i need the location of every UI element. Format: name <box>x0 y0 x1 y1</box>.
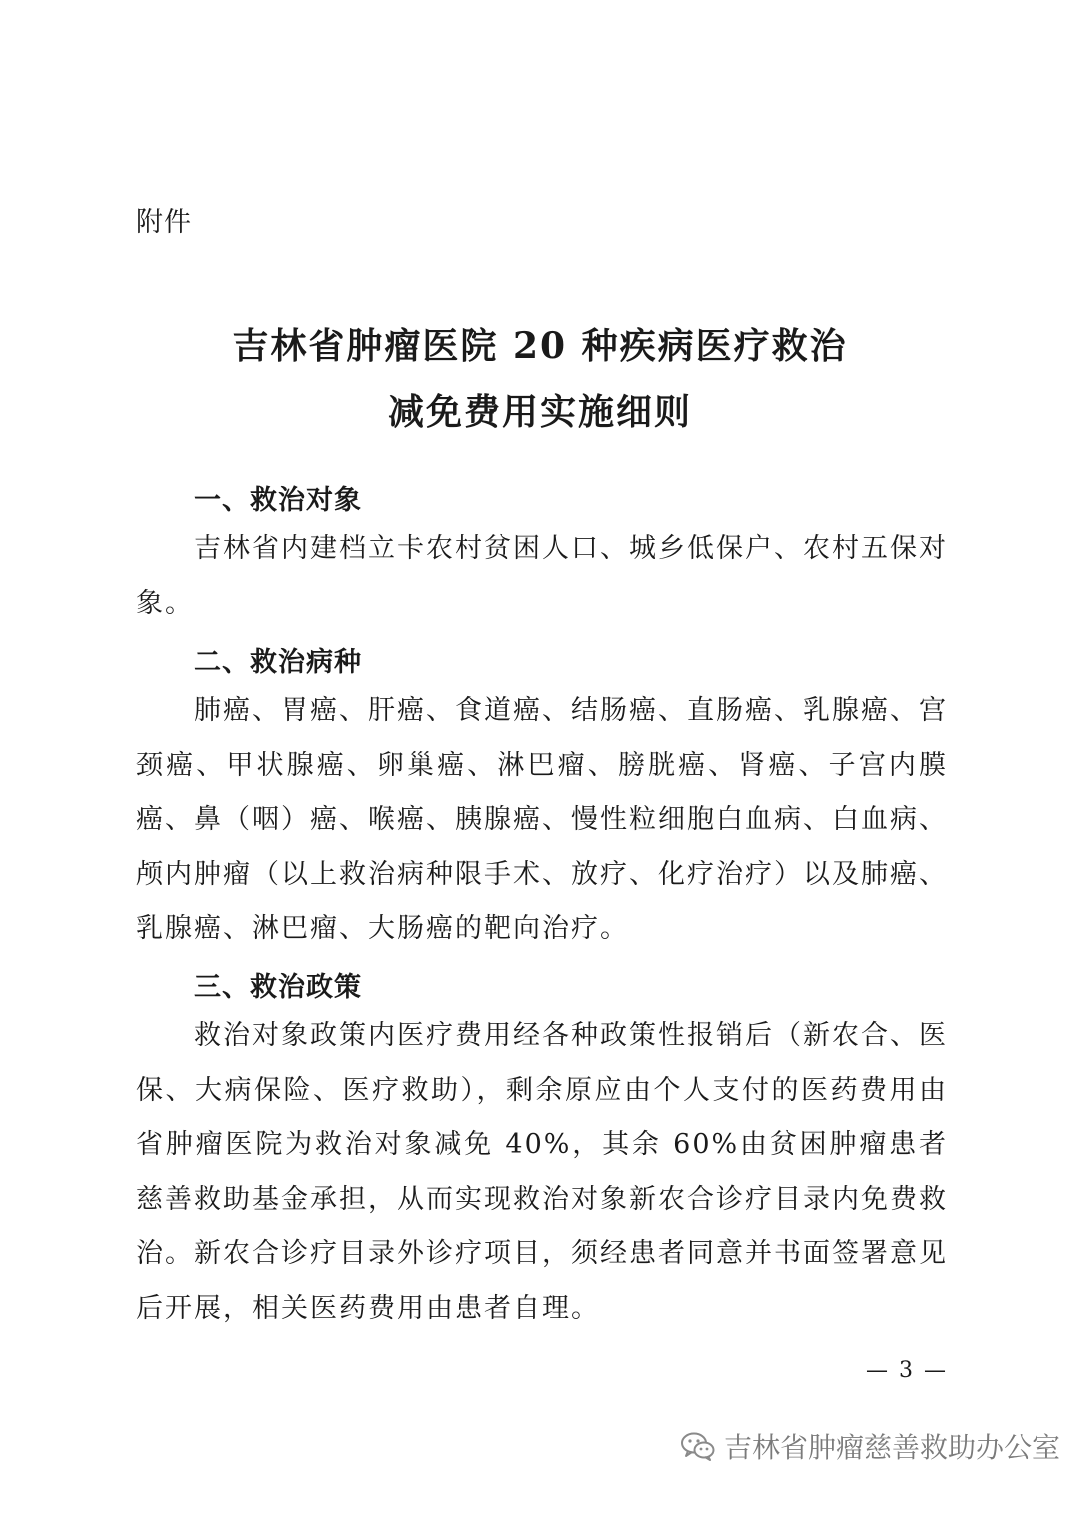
document-title-line-2: 减免费用实施细则 <box>387 391 692 433</box>
section-3-paragraph-1: 救治对象政策内医疗费用经各种政策性报销后（新农合、医保、大病保险、医疗救助），剩余原应由个人支付的医药费用由省肿瘤医院为救治对象减免 40%，其余 60%由贫困肿瘤患者慈善救助基金承担，从而实现救治对象新农合诊疗目录内免费救治。 <box>136 1020 948 1269</box>
wechat-account-watermark <box>680 1426 1060 1466</box>
page-number: — 3 — <box>866 1358 948 1383</box>
watermark-text: 吉林省肿瘤慈善救助办公室 <box>724 1431 1061 1464</box>
section-1-paragraph: 吉林省内建档立卡农村贫困人口、城乡低保户、农村五保对象。 <box>136 533 948 619</box>
section-heading-3: 三、救治政策 <box>194 972 362 1003</box>
section-heading-2: 二、救治病种 <box>194 647 362 678</box>
wechat-icon <box>680 1431 716 1461</box>
document-title-line-1: 吉林省肿瘤医院 20 种疾病医疗救治 <box>232 325 848 367</box>
section-heading-1: 一、救治对象 <box>194 485 362 516</box>
section-3-paragraph-2: 新农合诊疗目录外诊疗项目，须经患者同意并书面签署意见后开展，相关医药费用由患者自理。 <box>136 1238 948 1324</box>
section-2-paragraph: 肺癌、胃癌、肝癌、食道癌、结肠癌、直肠癌、乳腺癌、宫颈癌、甲状腺癌、卵巢癌、淋巴瘤、膀胱癌、肾癌、子宫内膜癌、鼻（咽）癌、喉癌、胰腺癌、慢性粒细胞白血病、白血病、颅内肿瘤（以上救治病种限手术、放疗、化疗治疗）以及肺癌、乳腺癌、淋巴瘤、大肠癌的靶向治疗。 <box>136 695 948 944</box>
attachment-label: 附件 <box>136 207 192 238</box>
